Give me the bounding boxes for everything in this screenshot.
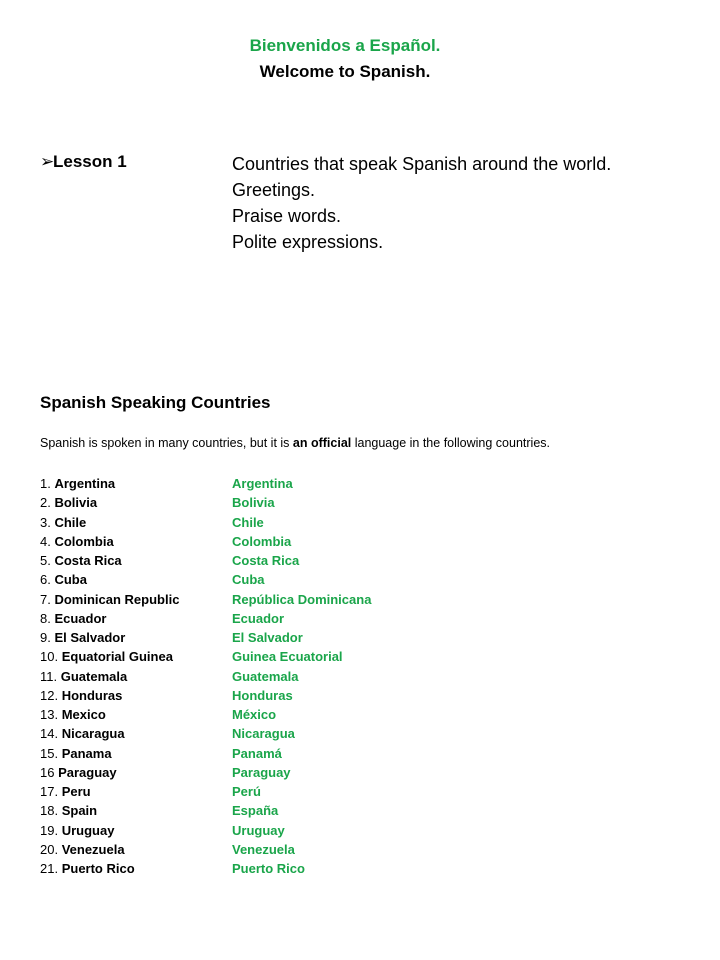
- country-name-spanish: Uruguay: [232, 822, 285, 838]
- country-name-spanish: Venezuela: [232, 841, 295, 857]
- country-row: [40, 551, 300, 570]
- country-number: 15.: [40, 745, 59, 761]
- arrow-bullet-icon: ➢: [40, 152, 55, 171]
- country-name-english: Bolivia: [54, 495, 98, 511]
- country-name-spanish: México: [232, 707, 277, 722]
- country-name-english: Equatorial Guinea: [61, 649, 173, 665]
- lesson-topic: Praise words.: [232, 206, 342, 226]
- country-row: [40, 667, 299, 686]
- lesson-topic: Countries that speak Spanish around the world.: [232, 154, 612, 174]
- country-number: 6.: [40, 572, 51, 588]
- country-row: [40, 686, 293, 705]
- country-name-english: Costa Rica: [54, 553, 122, 568]
- intro-text-before: Spanish is spoken in many countries, but it is: [40, 436, 293, 450]
- country-name-spanish: Guinea Ecuatorial: [232, 649, 343, 665]
- country-number: 1.: [40, 476, 51, 491]
- intro-emphasis: an official: [292, 436, 352, 450]
- country-name-english: Guatemala: [60, 668, 128, 684]
- country-name-spanish: España: [232, 803, 279, 819]
- country-number: 16: [40, 764, 55, 780]
- country-name-english: Peru: [61, 784, 91, 799]
- intro-text-after: language in the following countries.: [351, 436, 550, 450]
- country-name-english: Spain: [61, 803, 98, 819]
- country-name-spanish: Honduras: [232, 687, 293, 703]
- country-name-english: Nicaragua: [61, 726, 125, 742]
- country-name-english: El Salvador: [54, 630, 126, 645]
- country-name-spanish: Ecuador: [232, 610, 285, 626]
- country-row: [40, 570, 265, 589]
- country-name-spanish: Panamá: [232, 745, 282, 761]
- section-title: Spanish Speaking Countries: [40, 393, 271, 412]
- country-name-english: Dominican Republic: [54, 591, 180, 607]
- country-number: 19.: [40, 822, 59, 838]
- country-name-spanish: Colombia: [232, 533, 292, 549]
- country-row: [40, 744, 282, 763]
- country-list: [40, 474, 372, 878]
- country-number: 11.: [40, 668, 58, 684]
- country-name-spanish: El Salvador: [232, 630, 303, 645]
- country-number: 2.: [40, 495, 51, 511]
- country-name-spanish: Bolivia: [232, 495, 275, 511]
- country-name-spanish: Guatemala: [232, 668, 299, 684]
- country-row: [40, 590, 372, 609]
- lesson-topic: Polite expressions.: [232, 232, 384, 252]
- lesson-topics: [232, 151, 611, 255]
- country-row: [40, 801, 279, 820]
- country-name-spanish: Puerto Rico: [232, 861, 305, 876]
- country-number: 20.: [40, 841, 59, 857]
- country-row: [40, 840, 295, 859]
- country-row: [40, 532, 292, 551]
- country-name-spanish: República Dominicana: [232, 591, 372, 607]
- country-number: 13.: [40, 707, 59, 722]
- country-number: 8.: [40, 610, 51, 626]
- country-row: [40, 859, 305, 878]
- country-number: 12.: [40, 687, 59, 703]
- country-number: 10.: [40, 649, 59, 665]
- country-name-spanish: Cuba: [232, 572, 265, 588]
- country-name-spanish: Paraguay: [232, 764, 291, 780]
- country-number: 14.: [40, 726, 59, 742]
- country-name-english: Colombia: [54, 533, 114, 549]
- country-name-english: Chile: [54, 514, 87, 530]
- lesson-topic: Greetings.: [232, 180, 316, 200]
- title-spanish: Bienvenidos a Español.: [249, 36, 441, 55]
- country-name-english: Uruguay: [61, 822, 115, 838]
- country-row: [40, 724, 295, 743]
- country-row: [40, 474, 293, 493]
- country-name-english: Mexico: [61, 707, 106, 722]
- country-name-english: Venezuela: [61, 841, 125, 857]
- country-row: [40, 628, 303, 647]
- country-row: [40, 647, 343, 666]
- country-name-spanish: Chile: [232, 514, 264, 530]
- country-name-spanish: Argentina: [232, 476, 293, 491]
- country-row: [40, 493, 275, 512]
- country-number: 9.: [40, 630, 51, 645]
- lesson-label: Lesson 1: [53, 152, 127, 171]
- country-number: 18.: [40, 803, 59, 819]
- country-row: [40, 763, 291, 782]
- country-name-english: Panama: [61, 745, 112, 761]
- country-name-english: Argentina: [54, 476, 116, 491]
- country-row: [40, 705, 277, 724]
- country-number: 17.: [40, 784, 59, 799]
- intro-paragraph: [40, 436, 550, 450]
- country-name-english: Paraguay: [58, 764, 117, 780]
- country-row: [40, 609, 285, 628]
- country-name-english: Ecuador: [54, 610, 107, 626]
- country-row: [40, 782, 261, 801]
- country-name-english: Cuba: [54, 572, 87, 588]
- country-number: 3.: [40, 514, 51, 530]
- country-name-english: Honduras: [61, 687, 123, 703]
- country-row: [40, 513, 264, 532]
- country-name-english: Puerto Rico: [61, 861, 135, 876]
- country-row: [40, 821, 285, 840]
- country-name-spanish: Nicaragua: [232, 726, 295, 742]
- country-number: 7.: [40, 591, 51, 607]
- country-number: 4.: [40, 533, 51, 549]
- country-name-spanish: Perú: [232, 784, 261, 799]
- country-number: 21.: [40, 861, 59, 876]
- title-english: Welcome to Spanish.: [259, 62, 431, 81]
- country-number: 5.: [40, 553, 51, 568]
- country-name-spanish: Costa Rica: [232, 553, 300, 568]
